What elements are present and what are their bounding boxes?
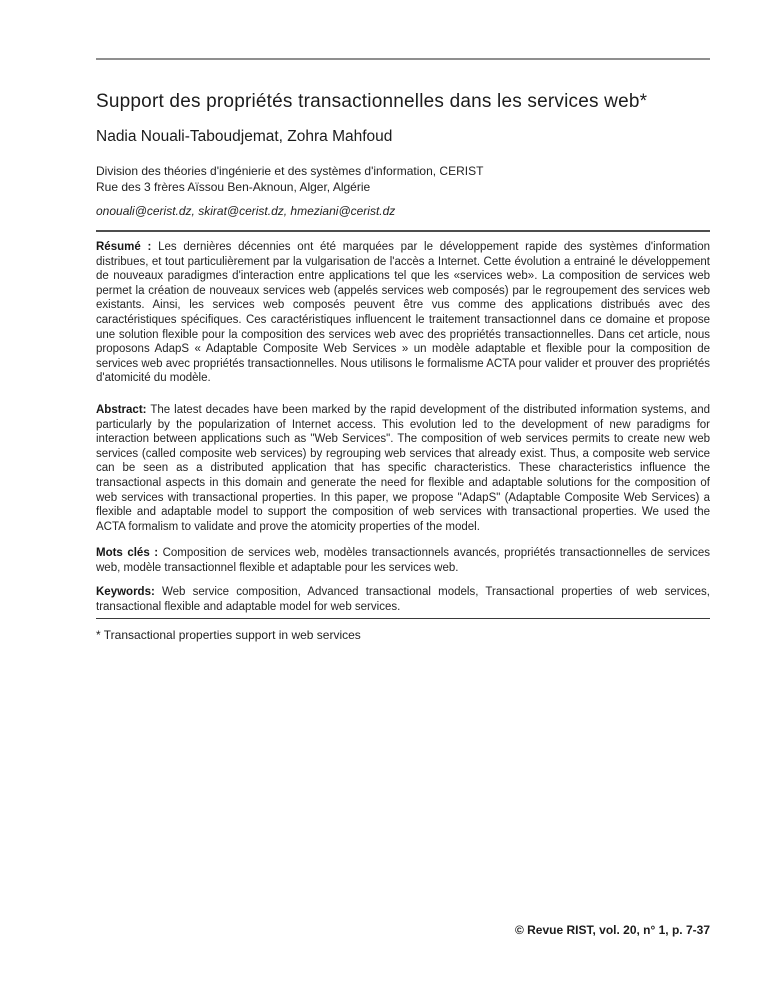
- mots-cles-label: Mots clés :: [96, 547, 159, 560]
- keywords-paragraph: [96, 585, 710, 614]
- journal-citation-footer: © Revue RIST, vol. 20, n° 1, p. 7-37: [514, 923, 710, 937]
- mots-cles-paragraph: [96, 546, 710, 575]
- page-content: [96, 0, 710, 643]
- authors-line: Nadia Nouali-Taboudjemat, Zohra Mahfoud: [96, 128, 393, 145]
- keywords-label: Keywords:: [96, 586, 155, 599]
- affiliation-block: [96, 163, 710, 195]
- mots-cles-text: Composition de services web, modèles transactionnels avancés, propriétés transactionnelles de services web, modèle transactionnel flexible et adaptable pour les services web.: [96, 547, 710, 574]
- resume-paragraph: [96, 240, 710, 386]
- footnote-divider-rule: [96, 618, 710, 619]
- title-footnote: * Transactional properties support in web services: [96, 627, 361, 642]
- top-rule: [96, 58, 710, 60]
- resume-text: Les dernières décennies ont été marquées par le développement rapide des systèmes d'information distribues, et tout particulièrement par la vulgarisation de l'accès a Internet. Cette évolution a entrainé le développement de nouveaux paradigmes d'interaction entre applications tel que les «services web». La composition de services web permet la création de nouveaux services web (appelés services web composés) par le regroupement des services web existants. Ainsi, les services web composés peuvent être vus comme des applications distribués avec des caractéristiques spécifiques. Ces caractéristiques influencent le traitement transactionnel dans ce domaine et propose une solution flexible pour la composition des services web avec des propriétés transactionnelles. Dans cet article, nous proposons AdapS « Adaptable Composite Web Services » un modèle adaptable et flexible pour la composition de services web avec propriétés transactionnelles. Nous utilisons le formalisme ACTA pour valider et prouver des propriétés d'atomicité du modèle.: [96, 241, 710, 385]
- abstract-text: The latest decades have been marked by the rapid development of the distributed information systems, and particularly by the popularization of Internet access. This evolution led to the development of new paradigms for interaction between applications such as "Web Services". The composition of web services permits to create new web services (called composite web services) by regrouping web services that already exist. Thus, a composite web service can be seen as a distributed application that has specific characteristics. These characteristics influence the transactional aspects in this domain and generate the need for flexible and adaptable solutions for the composition of web services with transactional properties. In this paper, we propose "AdapS" (Adaptable Composite Web Services) a flexible and adaptable model to support the composition of web services with transactional properties. We used the ACTA formalism to validate and prove the atomicity properties of the model.: [96, 403, 710, 533]
- keywords-text: Web service composition, Advanced transactional models, Transactional properties of web services, transactional flexible and adaptable model for web services.: [96, 586, 710, 614]
- abstract-paragraph: [96, 403, 710, 534]
- author-emails: onouali@cerist.dz, skirat@cerist.dz, hmeziani@cerist.dz: [96, 204, 396, 218]
- header-divider-rule: [96, 230, 710, 232]
- resume-label: Résumé :: [96, 241, 152, 253]
- affiliation-line-2: Rue des 3 frères Aïssou Ben-Aknoun, Alger, Algérie: [96, 180, 371, 194]
- page-title: Support des propriétés transactionnelles dans les services web*: [96, 91, 648, 112]
- affiliation-line-1: Division des théories d'ingénierie et des systèmes d'information, CERIST: [96, 164, 484, 178]
- abstract-label: Abstract:: [96, 403, 147, 416]
